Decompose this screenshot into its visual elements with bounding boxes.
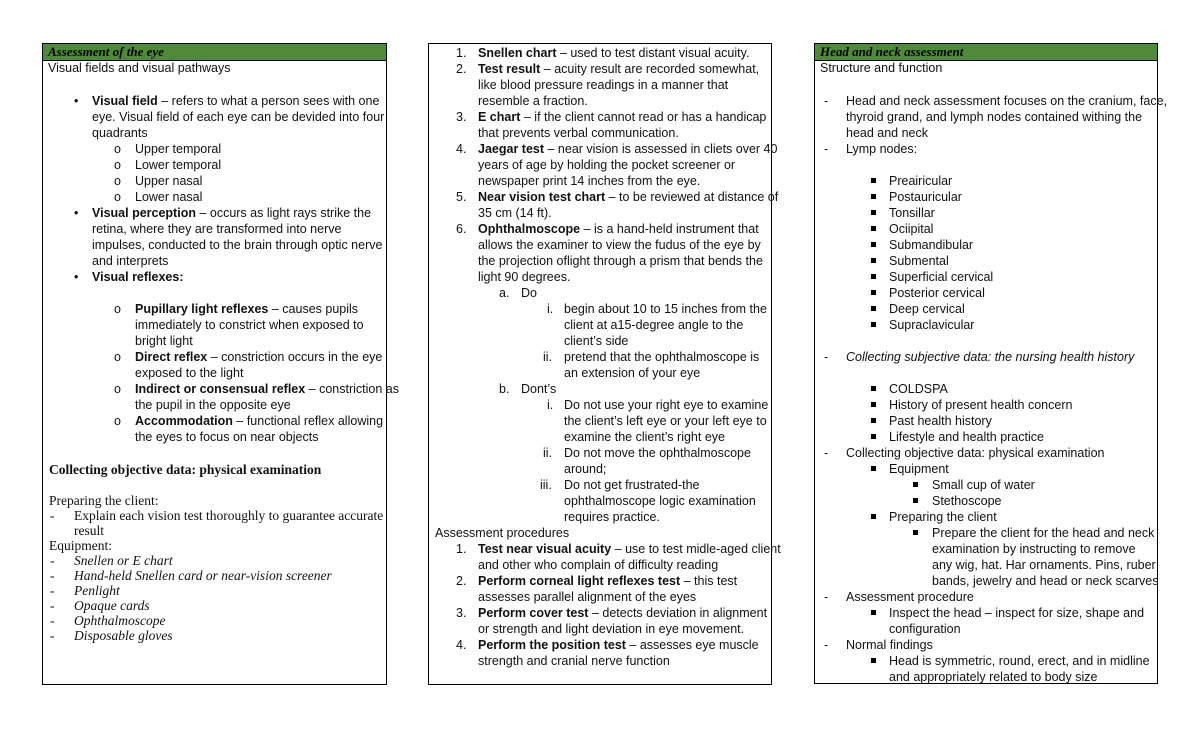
do-item: pretend that the ophthalmoscope is <box>564 350 760 364</box>
procedure-item: Test near visual acuity – use to test midle-aged client <box>478 542 781 556</box>
square-bullet-icon <box>871 381 876 397</box>
preparing-label: Preparing the client <box>889 510 997 524</box>
list-number: 2. <box>456 574 467 588</box>
test-item-line: like blood pressure readings in a manner that <box>478 78 729 92</box>
do-item-line: client’s side <box>564 334 629 348</box>
reflex-item: Indirect or consensual reflex – constriction as <box>135 382 399 396</box>
intro-text: Head and neck assessment focuses on the cranium, face, <box>846 94 1168 108</box>
lymph-node-item: Submandibular <box>889 238 974 252</box>
dash-icon: - <box>50 568 55 583</box>
circle-bullet-icon: o <box>114 142 121 156</box>
circle-bullet-icon: o <box>114 190 121 204</box>
lymph-node-item: Tonsillar <box>889 206 935 220</box>
bullet-icon: • <box>74 270 79 284</box>
subjective-item: Past health history <box>889 414 992 428</box>
square-bullet-icon <box>871 173 876 189</box>
lymph-node-item: Ociipital <box>889 222 934 236</box>
list-roman: iii. <box>540 478 552 492</box>
square-bullet-icon <box>871 653 876 669</box>
intro-text-line: head and neck <box>846 126 929 140</box>
equipment-item: Ophthalmoscope <box>74 613 166 628</box>
do-item: begin about 10 to 15 inches from the <box>564 302 767 316</box>
test-item-line: allows the examiner to view the fudus of the eye by <box>478 238 761 252</box>
bullet-icon: • <box>74 206 79 220</box>
test-item: Test result – acuity result are recorded somewhat, <box>478 62 760 76</box>
lymph-node-item: Preairicular <box>889 174 953 188</box>
reflex-item-line: the eyes to focus on near objects <box>135 430 319 444</box>
list-item-line: retina, where they are transformed into nerve <box>92 222 342 236</box>
dont-item: Do not use your right eye to examine <box>564 398 769 412</box>
square-bullet-icon <box>871 301 876 317</box>
square-bullet-icon <box>871 205 876 221</box>
lymph-node-item: Posterior cervical <box>889 286 985 300</box>
do-label: Do <box>521 286 537 300</box>
test-item-line: the projection oflight through a prism that bends the <box>478 254 763 268</box>
test-item: Jaegar test – near vision is assessed in cliets over 40 <box>478 142 778 156</box>
square-bullet-icon <box>913 525 918 541</box>
list-letter: b. <box>499 382 510 396</box>
equipment-item: Stethoscope <box>932 494 1002 508</box>
lymph-node-item: Superficial cervical <box>889 270 994 284</box>
circle-bullet-icon: o <box>114 350 121 364</box>
list-item-line: eye. Visual field of each eye can be devided into four <box>92 110 385 124</box>
test-item: Near vision test chart – to be reviewed at distance of <box>478 190 779 204</box>
dash-icon: - <box>824 638 829 652</box>
dash-icon: - <box>50 508 55 523</box>
eye-assessment-panel <box>42 43 399 685</box>
procedure-label: Assessment procedure <box>846 590 974 604</box>
dont-item-line: requires practice. <box>564 510 660 524</box>
section-subtitle: Structure and function <box>820 61 943 75</box>
quadrant-item: Upper temporal <box>135 142 222 156</box>
dont-item-line: the client’s left eye or your left eye to <box>564 414 767 428</box>
reflex-item: Accommodation – functional reflex allowing <box>135 414 384 428</box>
list-number: 1. <box>456 542 467 556</box>
reflex-item-line: bright light <box>135 334 193 348</box>
dont-item: Do not get frustrated-the <box>564 478 700 492</box>
eye-tests-panel <box>428 43 781 685</box>
square-bullet-icon <box>871 189 876 205</box>
square-bullet-icon <box>871 269 876 285</box>
square-bullet-icon <box>871 317 876 333</box>
list-roman: i. <box>547 398 554 412</box>
lymph-label: Lymp nodes: <box>846 142 918 156</box>
preparing-item: Prepare the client for the head and neck <box>932 526 1155 540</box>
normal-item-line: and appropriately related to body size <box>889 670 1098 684</box>
intro-text-line: thyroid grand, and lymph nodes contained withing the <box>846 110 1143 124</box>
do-item-line: an extension of your eye <box>564 366 701 380</box>
square-bullet-icon <box>871 221 876 237</box>
procedure-item: Perform cover test – detects deviation in alignment <box>478 606 768 620</box>
test-item-line: resemble a fraction. <box>478 94 588 108</box>
circle-bullet-icon: o <box>114 382 121 396</box>
panel-header: Head and neck assessment <box>815 44 1157 61</box>
subjective-label: Collecting subjective data: the nursing health history <box>846 350 1135 364</box>
panel-header: Assessment of the eye <box>43 44 386 61</box>
list-item-line: impulses, conducted to the brain through optic nerve <box>92 238 383 252</box>
subjective-item: COLDSPA <box>889 382 948 396</box>
dont-item: Do not move the ophthalmoscope <box>564 446 751 460</box>
list-number: 1. <box>456 46 467 60</box>
list-item-line: and interprets <box>92 254 169 268</box>
preparing-item-line: result <box>74 523 104 538</box>
circle-bullet-icon: o <box>114 414 121 428</box>
test-item: Snellen chart – used to test distant visual acuity. <box>478 46 750 60</box>
dont-item-line: around; <box>564 462 607 476</box>
list-item: Visual reflexes: <box>92 270 184 284</box>
objective-label: Collecting objective data: physical examination <box>846 446 1105 460</box>
lymph-node-item: Deep cervical <box>889 302 965 316</box>
circle-bullet-icon: o <box>114 174 121 188</box>
list-number: 4. <box>456 638 467 652</box>
test-item: Ophthalmoscope – is a hand-held instrument that <box>478 222 759 236</box>
quadrant-item: Lower temporal <box>135 158 222 172</box>
procedure-item-line: assesses parallel alignment of the eyes <box>478 590 697 604</box>
preparing-item-line: examination by instructing to remove <box>932 542 1136 556</box>
equipment-item: Disposable gloves <box>74 628 173 643</box>
dash-icon: - <box>50 628 55 643</box>
procedure-item: Perform the position test – assesses eye muscle <box>478 638 759 652</box>
list-number: 4. <box>456 142 467 156</box>
square-bullet-icon <box>871 413 876 429</box>
test-item-line: years of age by holding the pocket screener or <box>478 158 736 172</box>
dash-icon: - <box>50 583 55 598</box>
list-number: 3. <box>456 606 467 620</box>
dash-icon: - <box>50 613 55 628</box>
lymph-node-item: Postauricular <box>889 190 962 204</box>
bullet-icon: • <box>74 94 79 108</box>
list-number: 3. <box>456 110 467 124</box>
equipment-item: Opaque cards <box>74 598 150 613</box>
list-number: 5. <box>456 190 467 204</box>
circle-bullet-icon: o <box>114 302 121 316</box>
dash-icon: - <box>824 94 829 108</box>
subjective-item: History of present health concern <box>889 398 1073 412</box>
procedure-item-line: or strength and light deviation in eye movement. <box>478 622 745 636</box>
equipment-label: Equipment <box>889 462 949 476</box>
list-roman: i. <box>547 302 554 316</box>
dash-icon: - <box>824 142 829 156</box>
square-bullet-icon <box>871 397 876 413</box>
test-item-line: 35 cm (14 ft). <box>478 206 552 220</box>
do-item-line: client at a15-degree angle to the <box>564 318 744 332</box>
section-heading: Collecting objective data: physical examination <box>49 462 322 477</box>
list-number: 6. <box>456 222 467 236</box>
circle-bullet-icon: o <box>114 158 121 172</box>
list-letter: a. <box>499 286 510 300</box>
dash-icon: - <box>824 446 829 460</box>
quadrant-item: Lower nasal <box>135 190 203 204</box>
dash-icon: - <box>50 553 55 568</box>
procedure-item: Inspect the head – inspect for size, shape and <box>889 606 1145 620</box>
dash-icon: - <box>50 598 55 613</box>
reflex-item-line: exposed to the light <box>135 366 244 380</box>
dash-icon: - <box>824 590 829 604</box>
equipment-item: Small cup of water <box>932 478 1035 492</box>
square-bullet-icon <box>913 493 918 509</box>
list-item: Visual field – refers to what a person sees with one <box>92 94 380 108</box>
reflex-item: Direct reflex – constriction occurs in the eye <box>135 350 383 364</box>
list-roman: ii. <box>543 446 553 460</box>
lymph-node-item: Submental <box>889 254 949 268</box>
reflex-item: Pupillary light reflexes – causes pupils <box>135 302 359 316</box>
test-item-line: newspaper print 14 inches from the eye. <box>478 174 701 188</box>
square-bullet-icon <box>871 237 876 253</box>
test-item-line: that prevents verbal communication. <box>478 126 679 140</box>
square-bullet-icon <box>871 461 876 477</box>
quadrant-item: Upper nasal <box>135 174 203 188</box>
square-bullet-icon <box>871 429 876 445</box>
procedure-item-line: and other who complain of difficulty reading <box>478 558 719 572</box>
equipment-item: Penlight <box>74 583 120 598</box>
test-item: E chart – if the client cannot read or has a handicap <box>478 110 767 124</box>
square-bullet-icon <box>871 509 876 525</box>
square-bullet-icon <box>871 605 876 621</box>
section-subtitle: Visual fields and visual pathways <box>48 61 231 75</box>
preparing-label: Preparing the client: <box>49 493 159 508</box>
reflex-item-line: immediately to constrict when exposed to <box>135 318 364 332</box>
reflex-item-line: the pupil in the opposite eye <box>135 398 291 412</box>
equipment-item: Snellen or E chart <box>74 553 173 568</box>
preparing-item-line: bands, jewelry and head or neck scarves <box>932 574 1159 588</box>
equipment-item: Hand-held Snellen card or near-vision screener <box>74 568 332 583</box>
square-bullet-icon <box>913 477 918 493</box>
dash-icon: - <box>824 350 829 364</box>
list-number: 2. <box>456 62 467 76</box>
list-item-line: quadrants <box>92 126 148 140</box>
normal-label: Normal findings <box>846 638 933 652</box>
list-roman: ii. <box>543 350 553 364</box>
dont-item-line: examine the client’s right eye <box>564 430 725 444</box>
procedure-item: Perform corneal light reflexes test – this test <box>478 574 738 588</box>
square-bullet-icon <box>871 253 876 269</box>
preparing-item: Explain each vision test thoroughly to guarantee accurate <box>74 508 384 523</box>
head-neck-panel <box>814 43 1168 684</box>
procedures-label: Assessment procedures <box>435 526 570 540</box>
lymph-node-item: Supraclavicular <box>889 318 975 332</box>
dont-item-line: ophthalmoscope logic examination <box>564 494 756 508</box>
test-item-line: light 90 degrees. <box>478 270 571 284</box>
procedure-item-line: strength and cranial nerve function <box>478 654 670 668</box>
equipment-label: Equipment: <box>49 538 112 553</box>
dont-label: Dont’s <box>521 382 557 396</box>
normal-item: Head is symmetric, round, erect, and in midline <box>889 654 1150 668</box>
subjective-item: Lifestyle and health practice <box>889 430 1044 444</box>
preparing-item-line: any wig, hat. Har ornaments. Pins, ruber <box>932 558 1156 572</box>
procedure-item-line: configuration <box>889 622 961 636</box>
square-bullet-icon <box>871 285 876 301</box>
list-item: Visual perception – occurs as light rays strike the <box>92 206 372 220</box>
